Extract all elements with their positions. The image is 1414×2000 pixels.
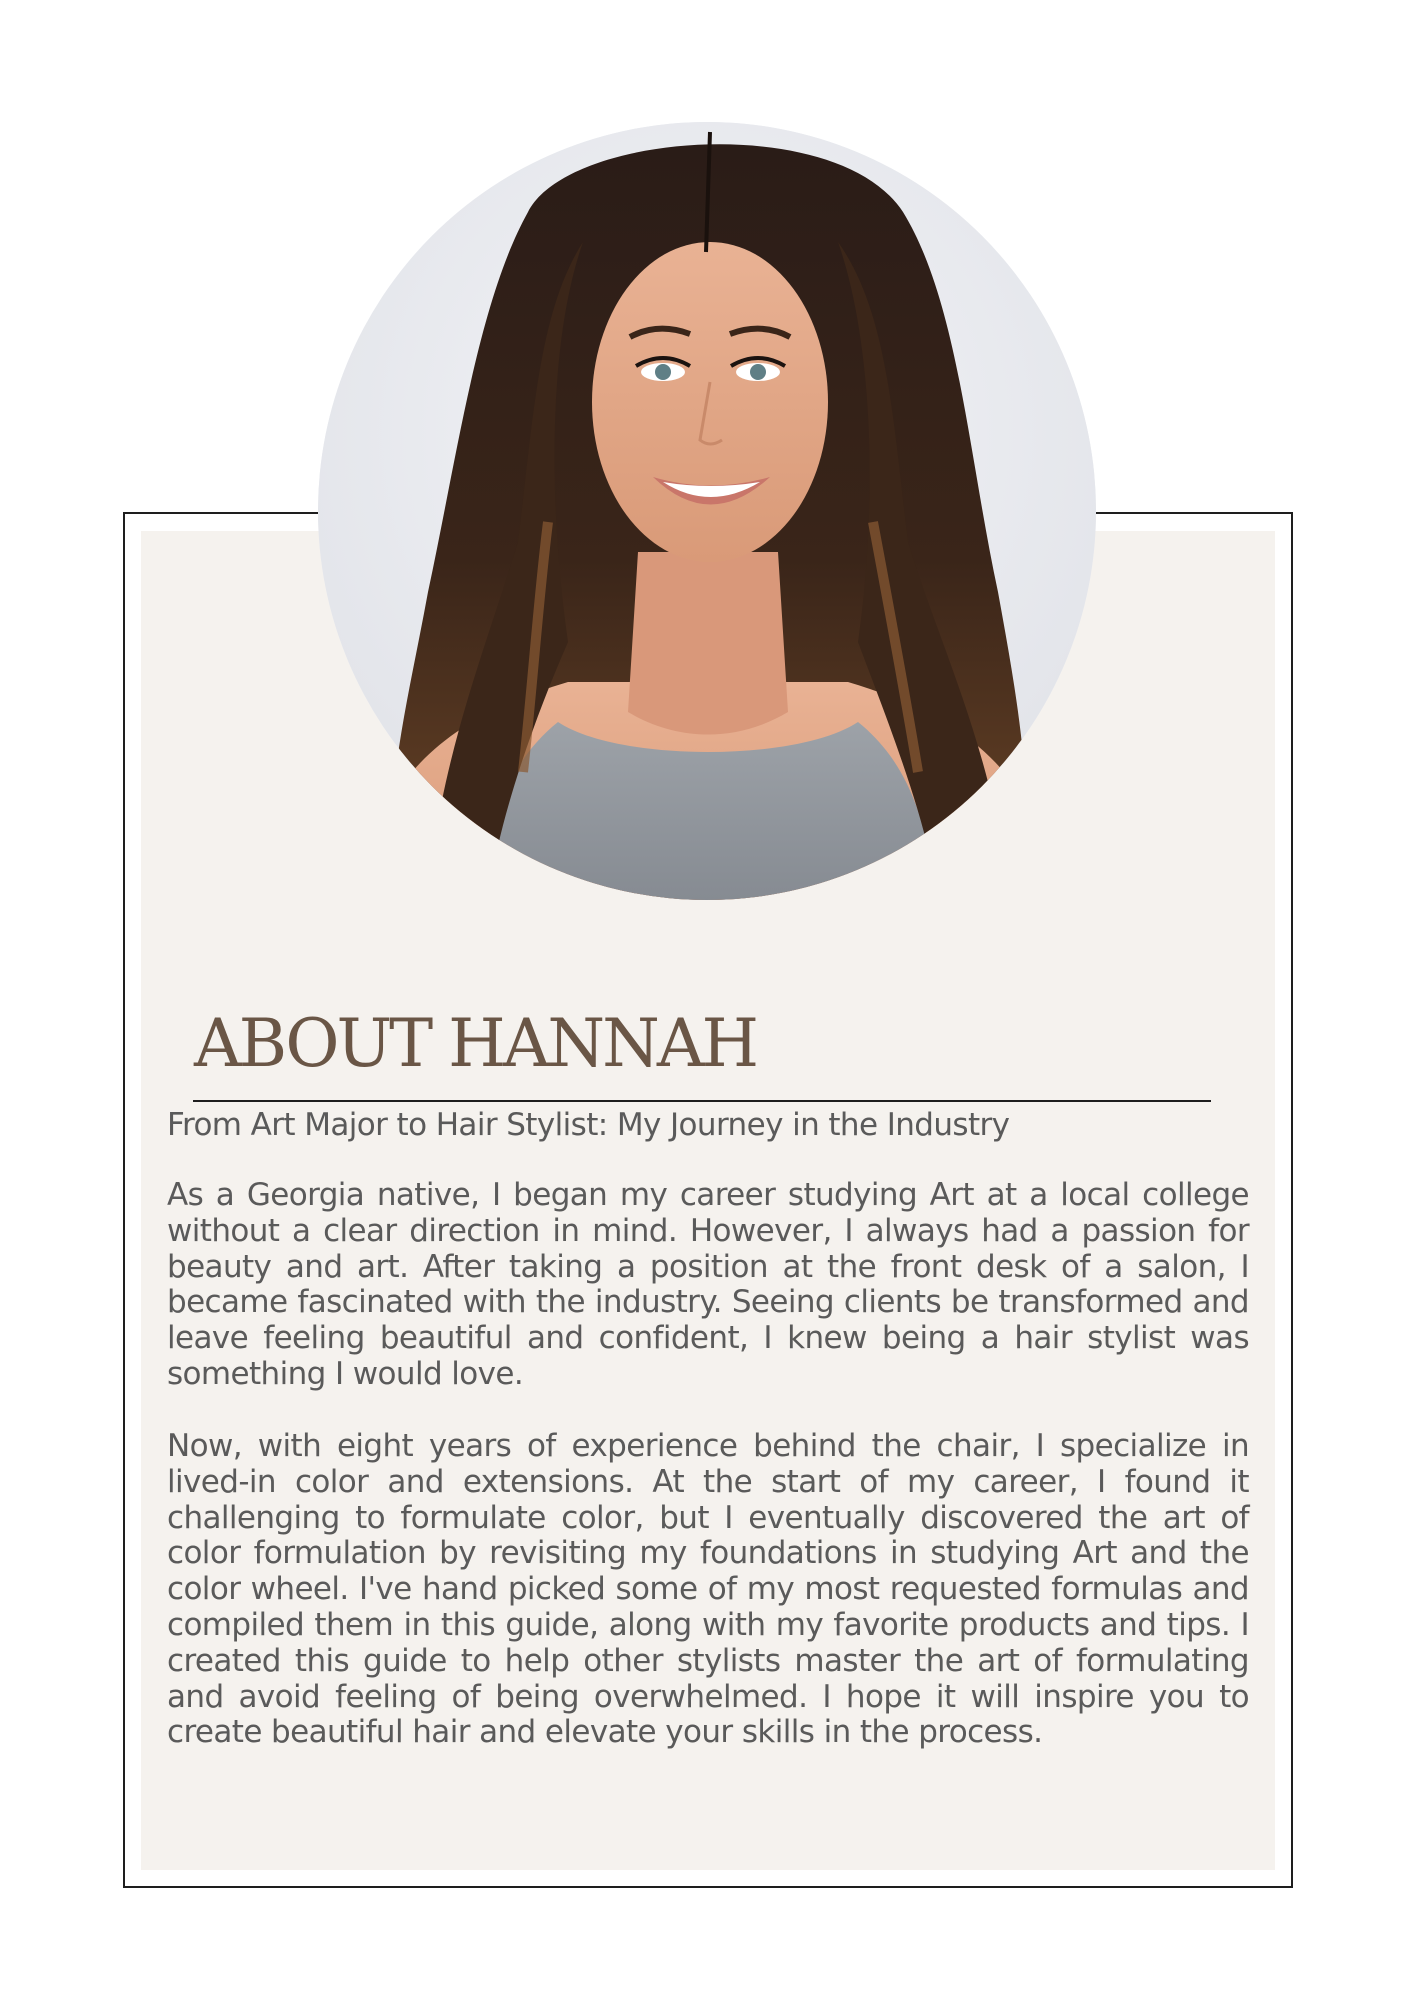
title-divider: [193, 1100, 1211, 1102]
portrait-photo: [318, 122, 1096, 900]
subtitle: From Art Major to Hair Stylist: My Journey in the Industry: [167, 1107, 1010, 1143]
bio-paragraph-2: Now, with eight years of experience behind the chair, I specialize in lived-in color and extensions. At the start of my career, I found it challenging to formulate color, but I eventually discovered the art of color formulation by revisiting my foundations in studying Art and the color wheel. I've hand picked some of my most requested formulas and compiled them in this guide, along with my favorite products and tips. I created this guide to help other stylists master the art of formulating and avoid feeling of being overwhelmed. I hope it will inspire you to create beautiful hair and elevate your skills in the process.: [167, 1428, 1249, 1751]
page-title: ABOUT HANNAH: [194, 1005, 757, 1082]
bio-paragraph-1: As a Georgia native, I began my career studying Art at a local college without a clear direction in mind. However, I always had a passion for beauty and art. After taking a position at the front desk of a salon, I became fascinated with the industry. Seeing clients be transformed and leave feeling beautiful and confident, I knew being a hair stylist was something I would love.: [167, 1177, 1249, 1392]
